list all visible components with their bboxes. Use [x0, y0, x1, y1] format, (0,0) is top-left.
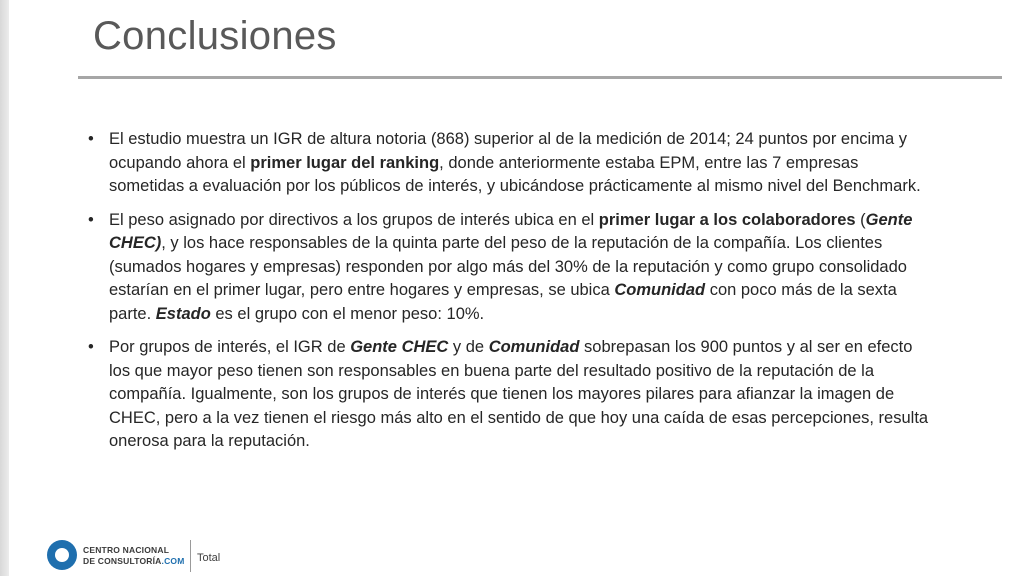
logo-emblem-icon: [47, 540, 77, 570]
bullet-2-text-c: , y los hace responsables de la quinta parte del peso de la reputación de la compañía. Los clientes (sumados hogares y empresas) responden por algo más del 30% de la reputación y como grupo consolidado estarían en el primer lugar, pero entre hogares y empresas, se ubica: [109, 234, 907, 299]
logo-line-2-suffix: .COM: [161, 556, 185, 566]
bullet-1-bold-ranking: primer lugar del ranking: [250, 153, 440, 172]
bullet-item-3: [87, 336, 937, 454]
bullet-2-comunidad: Comunidad: [614, 281, 706, 299]
logo-line-2: [83, 556, 185, 566]
bullet-2-gente-chec: Gente CHEC): [109, 210, 913, 252]
bullet-2-text-a: El peso asignado por directivos a los grupos de interés ubica en el: [109, 210, 599, 229]
bullet-2-bold-colaboradores: primer lugar a los colaboradores: [598, 210, 856, 229]
slide-title: Conclusiones: [93, 14, 337, 58]
bullet-3-text-b: y de: [448, 338, 489, 356]
bullet-3-comunidad: Comunidad: [488, 338, 580, 356]
bullet-2-text-b: (: [855, 210, 866, 229]
logo-line-1: CENTRO NACIONAL: [83, 545, 170, 555]
company-logo: [47, 538, 187, 572]
bullet-item-1: [87, 128, 937, 199]
bullet-2-text-e: es el grupo con el menor peso: 10%.: [210, 304, 485, 323]
bullet-2-estado: Estado: [155, 304, 211, 323]
bullet-3-text-a: Por grupos de interés, el IGR de: [109, 338, 351, 356]
bullet-1-text-a: El estudio muestra un IGR de altura notoria (868) superior al de la medición de 2014; 24 puntos por encima y ocupando ahora el: [109, 130, 907, 172]
logo-line-2-prefix: DE CONSULTORÍA: [83, 556, 162, 566]
bullet-1-text-b: , donde anteriormente estaba EPM, entre las 7 empresas sometidas a evaluación por los públicos de interés, y ubicándose prácticamente al mismo nivel del Benchmark.: [109, 153, 921, 195]
bullet-item-2: [87, 209, 937, 327]
footer-divider: [190, 540, 191, 572]
bullet-3-gente-chec: Gente CHEC: [350, 338, 449, 356]
title-underline: [78, 76, 1002, 79]
bullet-3-text-c: sobrepasan los 900 puntos y al ser en efecto los que mayor peso tienen son responsables en buena parte del resultado positivo de la reputación de la compañía. Igualmente, son los grupos de interés que tienen los mayores pilares para afianzar la imagen de CHEC, pero a la vez tienen el riesgo más alto en el sentido de que hoy una caída de esas percepciones, resulta onerosa para la reputación.: [109, 338, 929, 450]
left-decorative-bar: [0, 0, 9, 576]
bullet-list: [87, 128, 937, 464]
footer-total-label: Total: [197, 552, 221, 564]
bullet-2-text-d: con poco más de la sexta parte.: [109, 281, 897, 323]
